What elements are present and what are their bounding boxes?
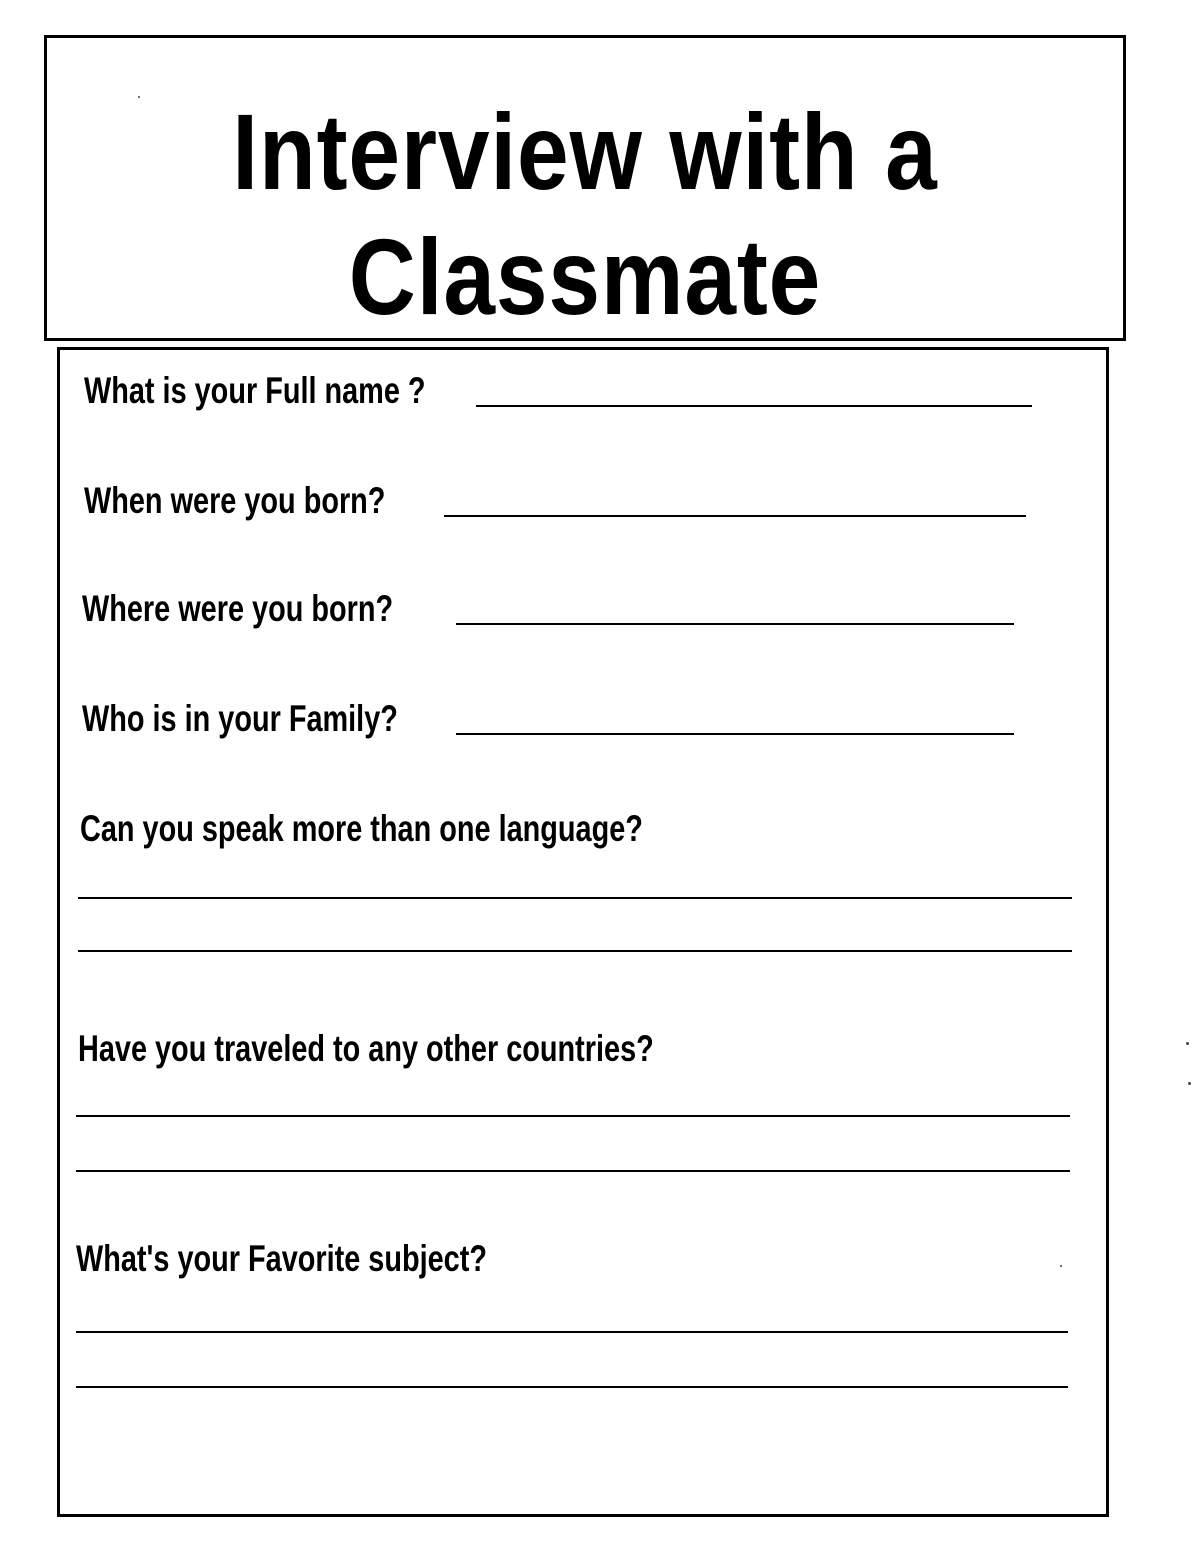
worksheet-title-line-1: Interview with a [232,91,938,212]
question-birth-date: When were you born? [84,480,386,521]
worksheet-title-line-2: Classmate [348,216,822,337]
scan-speck [1188,1082,1191,1085]
scan-speck [1186,1042,1189,1045]
answer-line-family[interactable] [456,733,1014,735]
question-languages: Can you speak more than one language? [80,808,643,849]
question-birth-place: Where were you born? [82,588,394,629]
answer-line-full-name[interactable] [476,405,1032,407]
title-box [44,35,1126,341]
question-family: Who is in your Family? [82,698,398,739]
answer-line-languages-1[interactable] [78,897,1072,899]
question-travel: Have you traveled to any other countries? [78,1028,654,1069]
scan-speck [1060,1265,1062,1267]
answer-line-birth-place[interactable] [456,623,1014,625]
answer-line-travel-1[interactable] [76,1115,1070,1117]
question-full-name: What is your Full name ? [84,370,426,411]
answer-line-subject-2[interactable] [76,1386,1068,1388]
answer-line-subject-1[interactable] [76,1331,1068,1333]
answer-line-travel-2[interactable] [76,1170,1070,1172]
questions-box [57,347,1109,1517]
answer-line-birth-date[interactable] [444,515,1026,517]
answer-line-languages-2[interactable] [78,950,1072,952]
question-favorite-subject: What's your Favorite subject? [76,1238,487,1279]
scan-speck [138,96,140,98]
